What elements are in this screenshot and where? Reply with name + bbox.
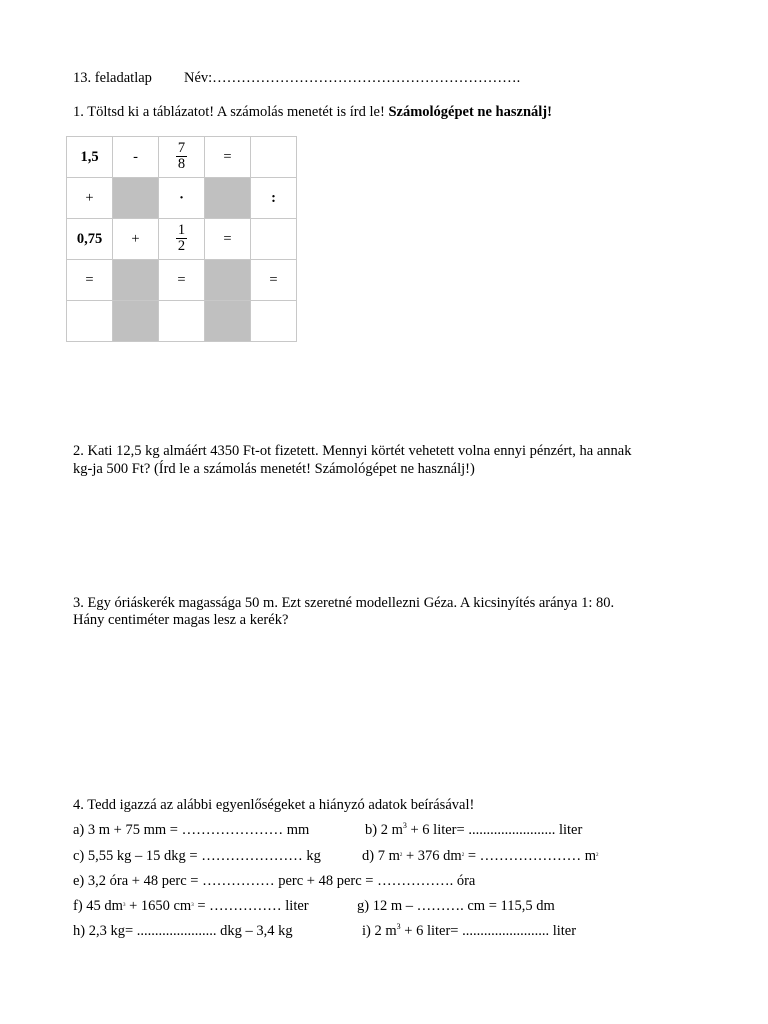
equation-i[interactable]: i) 2 $m^3 + 6$ liter= ........................ liter bbox=[362, 922, 577, 939]
equation-d[interactable]: d) 7 $m^2 + 376$ $dm^2$ = ………………… $m^2$ bbox=[362, 848, 599, 864]
grid-cell: - bbox=[113, 137, 159, 178]
grid-cell: + bbox=[67, 178, 113, 219]
task3-line2: Hány centiméter magas lesz a kerék? bbox=[73, 612, 289, 628]
task1-instruction bbox=[73, 104, 552, 120]
equation-f[interactable]: f) 45 $dm^3 + 1650$ $cm^3$ = …………… liter bbox=[73, 898, 309, 914]
equation-c[interactable]: c) 5,55 kg – 15 dkg = ………………… kg bbox=[73, 848, 321, 864]
shaded-cell bbox=[113, 301, 159, 342]
equation-h[interactable]: h) 2,3 kg= ...................... dkg – 3,4 kg bbox=[73, 923, 293, 939]
grid-cell: = bbox=[205, 219, 251, 260]
shaded-cell bbox=[205, 260, 251, 301]
equation-a[interactable]: a) 3 m + 75 mm = ………………… mm bbox=[73, 822, 310, 838]
grid-cell: = bbox=[251, 260, 297, 301]
grid-cell: = bbox=[67, 260, 113, 301]
answer-cell[interactable] bbox=[159, 301, 205, 342]
grid-cell: : bbox=[251, 178, 297, 219]
task2-line1: 2. Kati 12,5 kg almáért 4350 Ft-ot fizetett. Mennyi körtét vehetett volna ennyi pénzért, ha annak bbox=[73, 443, 632, 459]
shaded-cell bbox=[205, 301, 251, 342]
fraction: $\frac{7}{8}$ bbox=[177, 140, 186, 172]
answer-cell[interactable] bbox=[251, 137, 297, 178]
task3-line1: 3. Egy óriáskerék magassága 50 m. Ezt szeretné modellezni Géza. A kicsinyítés aránya 1: 80. bbox=[73, 595, 615, 611]
answer-cell[interactable] bbox=[67, 301, 113, 342]
fraction: $\frac{1}{2}$ bbox=[177, 222, 186, 254]
task1-text: 1. Töltsd ki a táblázatot! A számolás menetét is írd le! bbox=[73, 104, 389, 120]
grid-cell: = bbox=[205, 137, 251, 178]
grid-cell: = bbox=[159, 260, 205, 301]
grid-cell-fraction bbox=[159, 219, 205, 260]
grid-cell: 0,75 bbox=[67, 219, 113, 260]
grid-cell: · bbox=[159, 178, 205, 219]
shaded-cell bbox=[113, 260, 159, 301]
task2-line2: kg-ja 500 Ft? (Írd le a számolás menetét! Számológépet ne használj!) bbox=[73, 461, 475, 477]
grid-cell-fraction bbox=[159, 137, 205, 178]
equation-g[interactable]: g) 12 m – ………. cm = 115,5 dm bbox=[357, 898, 555, 914]
name-field[interactable]: Név:………………………………………………………. bbox=[184, 70, 521, 86]
calculation-grid bbox=[66, 136, 297, 342]
task4-title: 4. Tedd igazzá az alábbi egyenlőségeket a hiányzó adatok beírásával! bbox=[73, 797, 475, 813]
shaded-cell bbox=[205, 178, 251, 219]
task1-bold-note: Számológépet ne használj! bbox=[388, 104, 552, 120]
equation-e[interactable]: e) 3,2 óra + 48 perc = …………… perc + 48 perc = ……………. óra bbox=[73, 873, 476, 889]
answer-cell[interactable] bbox=[251, 219, 297, 260]
grid-cell: 1,5 bbox=[67, 137, 113, 178]
sheet-title: 13. feladatlap bbox=[73, 70, 152, 86]
grid-cell: + bbox=[113, 219, 159, 260]
shaded-cell bbox=[113, 178, 159, 219]
answer-cell[interactable] bbox=[251, 301, 297, 342]
equation-b[interactable]: b) 2 $m^3 + 6$ liter= ........................ liter bbox=[365, 821, 583, 838]
